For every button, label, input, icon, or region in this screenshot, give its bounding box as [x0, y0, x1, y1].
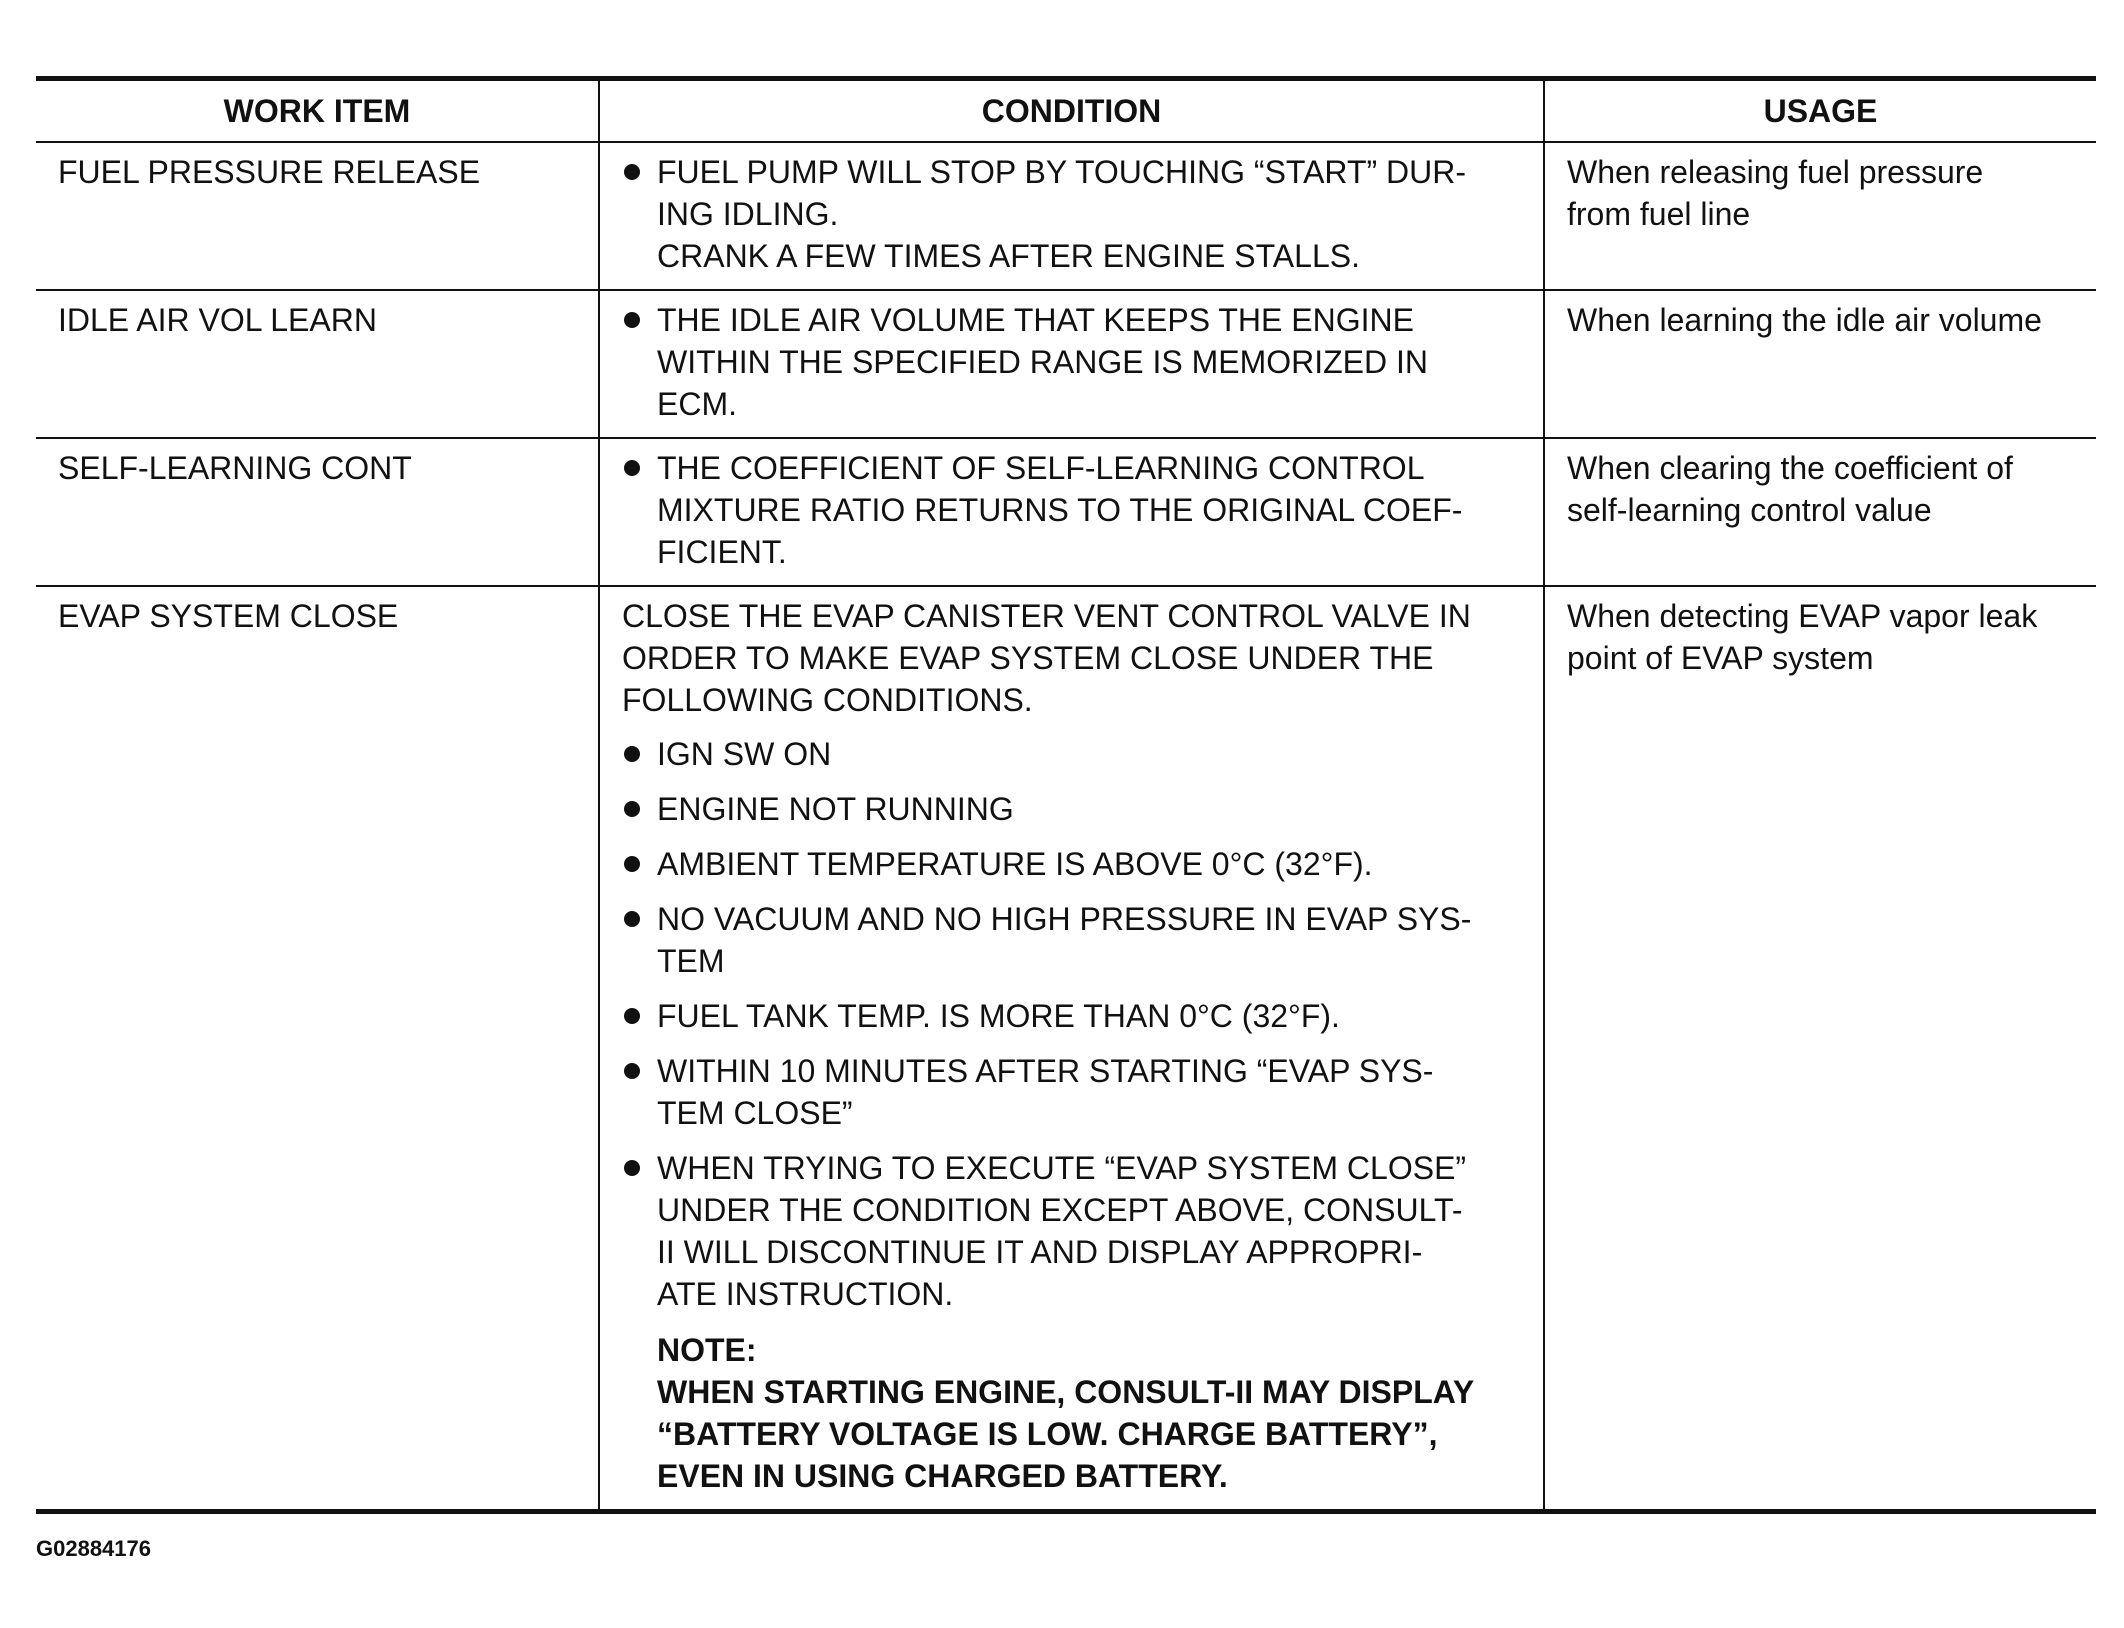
bullet-icon: [624, 856, 640, 872]
condition-text: IGN SW ON: [657, 736, 832, 772]
bullet-icon: [624, 1160, 640, 1176]
condition-text: WHEN TRYING TO EXECUTE “EVAP SYSTEM CLOSE” UNDER THE CONDITION EXCEPT ABOVE, CONSULT- II WILL DISCONTINUE IT AND DISPLAY APPROPRI- ATE INSTRUCTION.: [657, 1150, 1467, 1312]
bullet-icon: [624, 312, 640, 328]
condition-text: THE IDLE AIR VOLUME THAT KEEPS THE ENGINE WITHIN THE SPECIFIED RANGE IS MEMORIZED IN ECM.: [657, 302, 1429, 422]
usage-cell: [1544, 290, 2096, 438]
work-support-table: [36, 76, 2096, 1514]
work-item-label: IDLE AIR VOL LEARN: [58, 302, 377, 338]
table-row-fuel-pressure-release: [36, 142, 2096, 290]
bullet-icon: [624, 801, 640, 817]
work-item-cell: [36, 142, 599, 290]
condition-list: [622, 447, 1521, 573]
condition-item: [622, 898, 1521, 982]
condition-cell: [599, 438, 1544, 586]
table-header-row: [36, 79, 2096, 143]
usage-text: When releasing fuel pressure from fuel line: [1567, 154, 1984, 232]
condition-item: [622, 788, 1521, 830]
note-heading: NOTE:: [657, 1332, 757, 1368]
condition-item: [622, 843, 1521, 885]
header-usage: USAGE: [1544, 79, 2096, 143]
bullet-icon: [624, 460, 640, 476]
condition-text: NO VACUUM AND NO HIGH PRESSURE IN EVAP SYS- TEM: [657, 901, 1472, 979]
condition-cell: [599, 586, 1544, 1512]
condition-list: [622, 299, 1521, 425]
condition-list: [622, 733, 1521, 1315]
work-item-label: FUEL PRESSURE RELEASE: [58, 154, 481, 190]
condition-intro: CLOSE THE EVAP CANISTER VENT CONTROL VALVE IN ORDER TO MAKE EVAP SYSTEM CLOSE UNDER THE FOLLOWING CONDITIONS.: [622, 598, 1471, 718]
usage-text: When learning the idle air volume: [1567, 302, 2042, 338]
usage-cell: [1544, 142, 2096, 290]
usage-cell: [1544, 586, 2096, 1512]
document-sheet: [36, 76, 2096, 1514]
work-item-label: SELF-LEARNING CONT: [58, 450, 412, 486]
table-row-self-learning-cont: [36, 438, 2096, 586]
condition-cell: [599, 142, 1544, 290]
usage-text: When detecting EVAP vapor leak point of EVAP system: [1567, 598, 2038, 676]
condition-item: [622, 995, 1521, 1037]
condition-list: [622, 151, 1521, 277]
condition-text: FUEL TANK TEMP. IS MORE THAN 0°C (32°F).: [657, 998, 1340, 1034]
condition-text: THE COEFFICIENT OF SELF-LEARNING CONTROL MIXTURE RATIO RETURNS TO THE ORIGINAL COEF- FICIENT.: [657, 450, 1463, 570]
condition-text: WITHIN 10 MINUTES AFTER STARTING “EVAP SYS- TEM CLOSE”: [657, 1053, 1434, 1131]
condition-item: [622, 299, 1521, 425]
condition-text: ENGINE NOT RUNNING: [657, 791, 1014, 827]
work-item-cell: [36, 290, 599, 438]
condition-item: [622, 151, 1521, 277]
work-item-label: EVAP SYSTEM CLOSE: [58, 598, 399, 634]
condition-item: [622, 733, 1521, 775]
usage-cell: [1544, 438, 2096, 586]
bullet-icon: [624, 1008, 640, 1024]
bullet-icon: [624, 746, 640, 762]
note-body: WHEN STARTING ENGINE, CONSULT-II MAY DISPLAY “BATTERY VOLTAGE IS LOW. CHARGE BATTERY”, EVEN IN USING CHARGED BATTERY.: [657, 1374, 1475, 1494]
header-work-item: WORK ITEM: [223, 93, 411, 129]
bullet-icon: [624, 1063, 640, 1079]
header-condition: CONDITION: [599, 79, 1544, 143]
work-item-cell: [36, 586, 599, 1512]
bullet-icon: [624, 911, 640, 927]
condition-cell: [599, 290, 1544, 438]
table-row-idle-air-vol-learn: [36, 290, 2096, 438]
table-row-evap-system-close: [36, 586, 2096, 1512]
figure-id: G02884176: [36, 1536, 151, 1561]
condition-item: [622, 1147, 1521, 1315]
bullet-icon: [624, 164, 640, 180]
condition-item: [622, 447, 1521, 573]
condition-text: AMBIENT TEMPERATURE IS ABOVE 0°C (32°F).: [657, 846, 1373, 882]
usage-text: When clearing the coefficient of self-learning control value: [1567, 450, 2013, 528]
work-item-cell: [36, 438, 599, 586]
condition-text: FUEL PUMP WILL STOP BY TOUCHING “START” DUR- ING IDLING. CRANK A FEW TIMES AFTER ENGINE STALLS.: [657, 154, 1467, 274]
condition-item: [622, 1050, 1521, 1134]
note-block: [622, 1329, 1521, 1497]
